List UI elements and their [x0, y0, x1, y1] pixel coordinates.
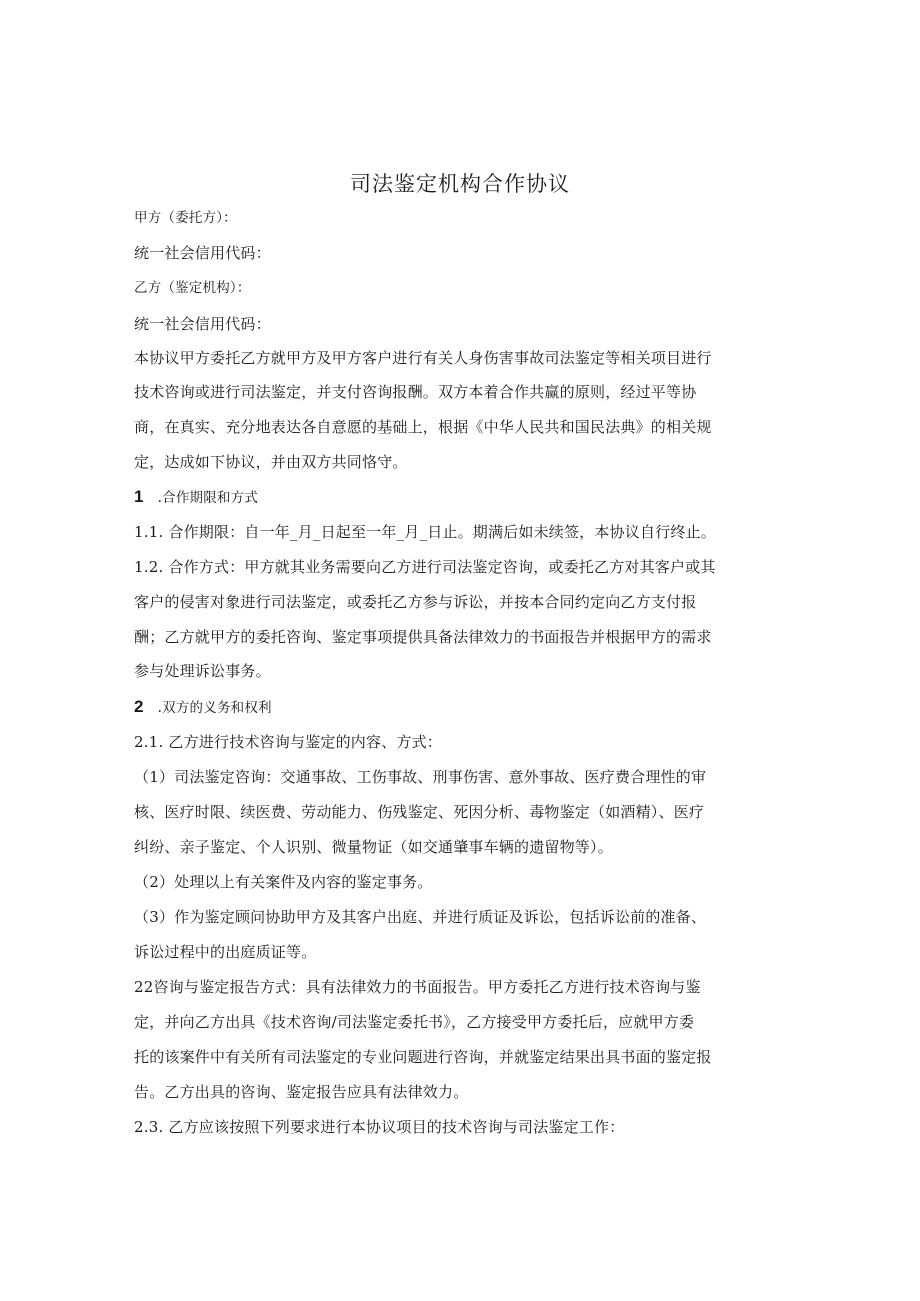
preamble-line: 技术咨询或进行司法鉴定，并支付咨询报酬。双方本着合作共赢的原则，经过平等协 — [134, 383, 697, 401]
clause-2-3: 2.3. 乙方应该按照下列要求进行本协议项目的技术咨询与司法鉴定工作： — [134, 1118, 625, 1136]
credit-code-a-label: 统一社会信用代码： — [134, 244, 271, 262]
section-1-heading — [134, 487, 794, 508]
clause-2-2-line: 托的该案件中有关所有司法鉴定的专业问题进行咨询，并就鉴定结果出具书面的鉴定报 — [134, 1048, 712, 1066]
clause-1-1: 1.1. 合作期限：自一年_月_日起至一年_月_日止。期满后如未续签，本协议自行终止。 — [134, 523, 716, 541]
section-2-heading — [134, 697, 794, 718]
item-1-line: 核、医疗时限、续医费、劳动能力、伤残鉴定、死因分析、毒物鉴定（如酒精）、医疗 — [134, 803, 705, 821]
section-1-title: .合作期限和方式 — [157, 490, 259, 506]
item-3-line: （3）作为鉴定顾问协助甲方及其客户出庭、并进行质证及诉讼，包括诉讼前的准备、 — [134, 908, 707, 926]
clause-2-2-line: 定，并向乙方出具《技术咨询/司法鉴定委托书》，乙方接受甲方委托后，应就甲方委 — [134, 1013, 695, 1031]
item-2: （2）处理以上有关案件及内容的鉴定事务。 — [134, 873, 433, 891]
clause-2-1: 2.1. 乙方进行技术咨询与鉴定的内容、方式： — [134, 733, 442, 751]
item-1-line: （1）司法鉴定咨询：交通事故、工伤事故、刑事伤害、意外事故、医疗费合理性的审 — [134, 768, 707, 786]
preamble-line: 定，达成如下协议，并由双方共同恪守。 — [134, 453, 408, 471]
clause-1-2-line: 1.2. 合作方式：甲方就其业务需要向乙方进行司法鉴定咨询，或委托乙方对其客户或其 — [134, 558, 716, 576]
section-2-number: 2 — [134, 697, 144, 716]
item-3-line: 诉讼过程中的出庭质证等。 — [134, 943, 317, 961]
item-1-line: 纠纷、亲子鉴定、个人识别、微量物证（如交通肇事车辆的遗留物等）。 — [134, 838, 613, 856]
section-1-number: 1 — [134, 487, 144, 506]
credit-code-b-label: 统一社会信用代码： — [134, 315, 271, 333]
party-b-label: 乙方（鉴定机构）： — [134, 280, 251, 296]
clause-2-2-line: 22咨询与鉴定报告方式：具有法律效力的书面报告。甲方委托乙方进行技术咨询与鉴 — [134, 978, 701, 996]
clause-1-2-line: 酬；乙方就甲方的委托咨询、鉴定事项提供具备法律效力的书面报告并根据甲方的需求 — [134, 628, 712, 646]
section-2-title: .双方的义务和权利 — [157, 700, 272, 716]
document-title: 司法鉴定机构合作协议 — [350, 172, 570, 196]
preamble-line: 商，在真实、充分地表达各自意愿的基础上，根据《中华人民共和国民法典》的相关规 — [134, 418, 712, 436]
clause-1-2-line: 客户的侵害对象进行司法鉴定，或委托乙方参与诉讼，并按本合同约定向乙方支付报 — [134, 593, 697, 611]
clause-2-2-line: 告。乙方出具的咨询、鉴定报告应具有法律效力。 — [134, 1083, 469, 1101]
clause-1-2-line: 参与处理诉讼事务。 — [134, 662, 271, 680]
party-a-label: 甲方（委托方）： — [134, 210, 237, 226]
preamble-line: 本协议甲方委托乙方就甲方及甲方客户进行有关人身伤害事故司法鉴定等相关项目进行 — [134, 349, 712, 367]
